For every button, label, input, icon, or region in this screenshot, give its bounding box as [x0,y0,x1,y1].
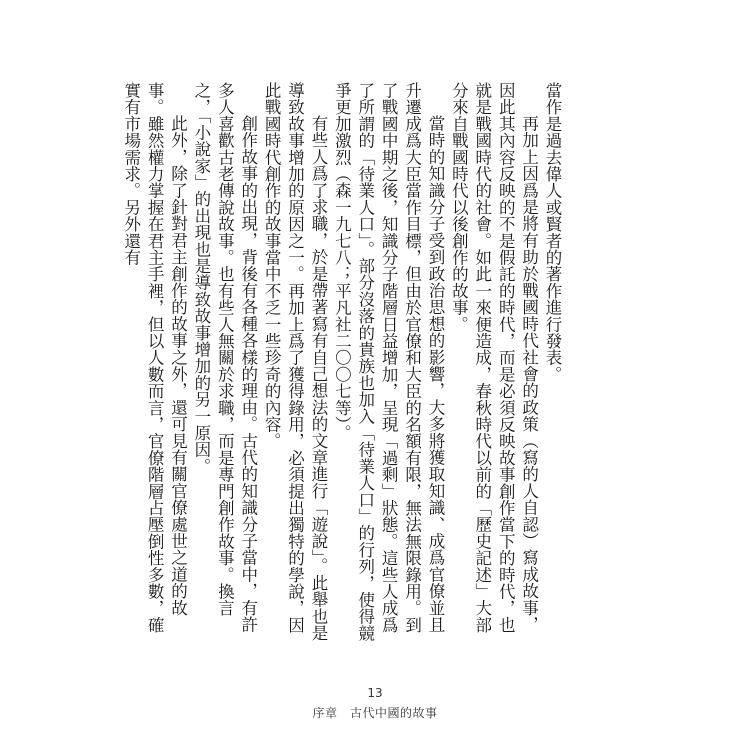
paragraph-4: 有些人爲了求職，於是帶著寫有自己想法的文章進行「遊說」。此舉也是導致故事增加的原因之一。再加上爲了獲得錄用，必須提出獨特的學說，因此戰國時代創作的故事當中不乏一些珍奇的內容。 [262,82,328,642]
running-footer-title: 序章 古代中國的故事 [312,706,438,720]
paragraph-3: 當時的知識分子受到政治思想的影響，大多將獲取知識、成爲官僚並且升遷成爲大臣當作目標，但由於官僚和大臣的名額有限，無法無限錄用。到了戰國中期之後，知識分子階層日益增加，呈現「過剩」狀態。這些人成爲了所謂的「待業人口」。部分沒落的貴族也加入「待業人口」的行列，使得競爭更加激烈（森一九七八；平凡社二〇〇七等）。 [332,82,445,642]
vertical-body-text [121,82,564,642]
paragraph-1: 當作是過去偉人或賢者的著作進行發表。 [543,82,562,383]
paragraph-2: 再加上因爲是將有助於戰國時代社會的政策（寫的人自認）寫成故事，因此其內容反映的不是假託的時代，而是必須反映故事創作當下的時代，也就是戰國時代的社會。如此一來便造成，春秋時代以前的「歷史記述」大部分來自戰國時代以後創作的故事。 [449,82,539,634]
paragraph-6: 此外，除了針對君主創作的故事之外，還可見有關官僚處世之道的故事。雖然權力掌握在君主手裡，但以人數而言，官僚階層占壓倒性多數，確實有市場需求。另外還有 [121,82,188,634]
paragraph-5: 創作故事的出現，背後有各種各樣的理由。古代的知識分子當中，有許多人喜歡古老傳說故事。也有些人無關於求職，而是專門創作故事。換言之，「小說家」的出現也是導致故事增加的另一原因。 [191,82,258,633]
page-number: 13 [367,686,383,700]
